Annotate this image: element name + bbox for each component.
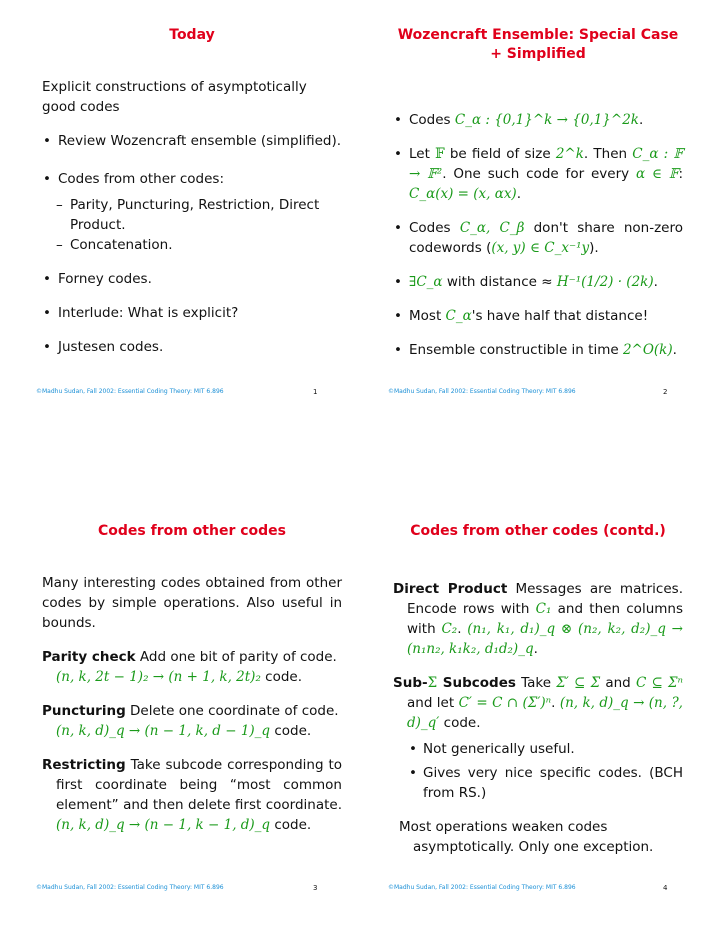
page-number: 4 [663,884,668,892]
slide-3 [42,522,342,835]
bullet-item: • Ensemble constructible in time 2^O(k). [393,340,683,360]
bullet-item: • Not generically useful. [393,739,683,759]
parity-check-item: Parity check Add one bit of parity of code. (n, k, 2t − 1)₂ → (n + 1, k, 2t)₂ code. [42,649,337,685]
page-number: 2 [663,388,668,396]
slide-title: Codes from other codes [97,523,286,539]
bullet-item: • ∃C_α with distance ≈ H⁻¹(1/2) · (2k). [393,272,683,292]
slide-2 [393,26,683,360]
bullet-item: • Forney codes. [42,269,342,289]
bullet-item: • Let 𝔽 be field of size 2^k. Then C_α : 𝔽 → 𝔽². One such code for every α ∈ 𝔽: C_α(x) = (x, αx). [393,144,683,204]
slide-footer: ©Madhu Sudan, Fall 2002: Essential Coding Theory: MIT 6.896 [36,884,224,891]
bullet-item: • Codes from other codes: [42,169,342,189]
closing-text: Most operations weaken codes asymptotically. Only one exception. [399,819,654,855]
slide-footer: ©Madhu Sudan, Fall 2002: Essential Coding Theory: MIT 6.896 [388,388,576,395]
slide-intro: Many interesting codes obtained from other codes by simple operations. Also useful in bounds. [42,575,342,631]
slide-title: Wozencraft Ensemble: Special Case + Simplified [397,27,679,62]
restricting-item: Restricting Take subcode corresponding to first coordinate being “most common element” and then delete first coordinate. (n, k, d)_q → (n − 1, k − 1, d)_q code. [42,757,342,833]
slide-intro: Explicit constructions of asymptotically good codes [42,79,307,115]
sub-sigma-subcodes-item: Sub-Σ Subcodes Take Σ′ ⊆ Σ and C ⊆ Σⁿ and let C′ = C ∩ (Σ′)ⁿ. (n, k, d)_q → (n, ?, d)_q′ code. [393,675,683,731]
bullet-item: • Review Wozencraft ensemble (simplified). [42,131,342,151]
direct-product-item: Direct Product Messages are matrices. Encode rows with C₁ and then columns with C₂. (n₁, k₁, d₁)_q ⊗ (n₂, k₂, d₂)_q → (n₁n₂, k₁k₂, d₁d₂)_q. [393,581,683,657]
sub-item: – Parity, Puncturing, Restriction, Direct Product. [42,195,342,235]
slide-title: Today [169,27,215,43]
sub-item: – Concatenation. [42,235,342,255]
bullet-item: • Most C_α's have half that distance! [393,306,683,326]
slide-footer: ©Madhu Sudan, Fall 2002: Essential Coding Theory: MIT 6.896 [36,388,224,395]
bullet-item: • Gives very nice specific codes. (BCH from RS.) [393,763,683,803]
bullet-item: • Codes C_α, C_β don't share non-zero codewords ((x, y) ∈ C_x⁻¹y). [393,218,683,258]
slide-1 [42,26,342,357]
slide-4 [393,522,683,857]
bullet-item: • Interlude: What is explicit? [42,303,342,323]
page-number: 1 [313,388,318,396]
page-number: 3 [313,884,318,892]
slide-title: Codes from other codes (contd.) [410,523,666,539]
bullet-item: • Justesen codes. [42,337,342,357]
slide-footer: ©Madhu Sudan, Fall 2002: Essential Coding Theory: MIT 6.896 [388,884,576,891]
puncturing-item: Puncturing Delete one coordinate of code. (n, k, d)_q → (n − 1, k, d − 1)_q code. [42,703,339,739]
bullet-item: • Codes C_α : {0,1}^k → {0,1}^2k. [393,110,683,130]
